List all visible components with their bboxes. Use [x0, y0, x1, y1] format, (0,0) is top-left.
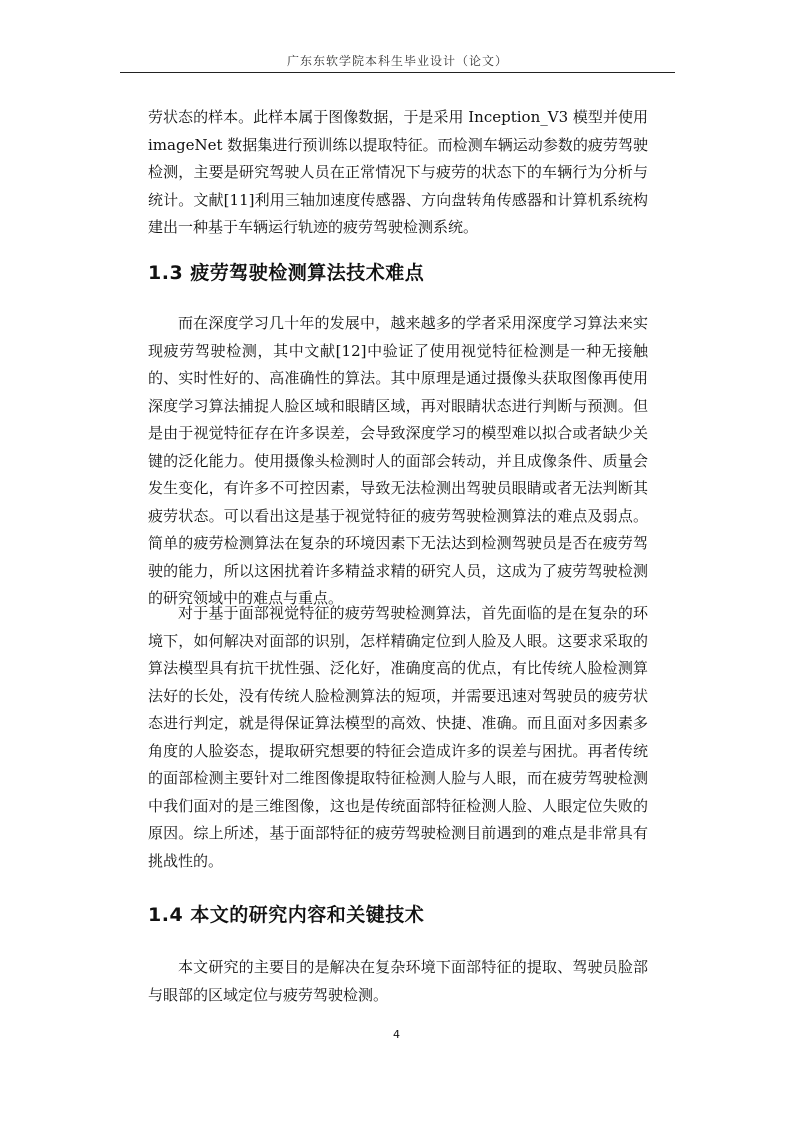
section-heading-1-4: 1.4 本文的研究内容和关键技术 [148, 904, 425, 926]
page-number: 4 [393, 1028, 400, 1041]
paragraph-research-goal: 本文研究的主要目的是解决在复杂环境下面部特征的提取、驾驶员脸部与眼部的区域定位与疲劳驾驶检测。 [148, 958, 648, 1004]
paragraph-intro-continuation: 劳状态的样本。此样本属于图像数据，于是采用 Inception_V3 模型并使用 imageNet 数据集进行预训练以提取特征。而检测车辆运动参数的疲劳驾驶检测，主要是研究驾驶人员在正常情况下与疲劳的状态下的车辆行为分析与统计。文献[11]利用三轴加速度传感器、方向盘转角传感器和计算机系统构建出一种基于车辆运行轨迹的疲劳驾驶检测系统。 [148, 108, 648, 236]
section-heading-1-3: 1.3 疲劳驾驶检测算法技术难点 [148, 262, 425, 284]
paragraph-deep-learning: 而在深度学习几十年的发展中，越来越多的学者采用深度学习算法来实现疲劳驾驶检测，其中文献[12]中验证了使用视觉特征检测是一种无接触的、实时性好的、高准确性的算法。其中原理是通过摄像头获取图像再使用深度学习算法捕捉人脸区域和眼睛区域，再对眼睛状态进行判断与预测。但是由于视觉特征存在许多误差，会导致深度学习的模型难以拟合或者缺少关键的泛化能力。使用摄像头检测时人的面部会转动，并且成像条件、质量会发生变化，有许多不可控因素，导致无法检测出驾驶员眼睛或者无法判断其疲劳状态。可以看出这是基于视觉特征的疲劳驾驶检测算法的难点及弱点。简单的疲劳检测算法在复杂的环境因素下无法达到检测驾驶员是否在疲劳驾驶的能力，所以这困扰着许多精益求精的研究人员，这成为了疲劳驾驶检测的研究领域中的难点与重点。 [148, 314, 648, 607]
header-divider [120, 72, 675, 73]
paragraph-facial-features: 对于基于面部视觉特征的疲劳驾驶检测算法，首先面临的是在复杂的环境下，如何解决对面部的识别，怎样精确定位到人脸及人眼。这要求采取的算法模型具有抗干扰性强、泛化好，准确度高的优点，有比传统人脸检测算法好的长处，没有传统人脸检测算法的短项，并需要迅速对驾驶员的疲劳状态进行判定，就是得保证算法模型的高效、快捷、准确。而且面对多因素多角度的人脸姿态，提取研究想要的特征会造成许多的误差与困扰。再者传统的面部检测主要针对二维图像提取特征检测人脸与人眼，而在疲劳驾驶检测中我们面对的是三维图像，这也是传统面部特征检测人脸、人眼定位失败的原因。综上所述，基于面部特征的疲劳驾驶检测目前遇到的难点是非常具有挑战性的。 [148, 604, 648, 870]
page-header: 广东东软学院本科生毕业设计（论文） [286, 54, 508, 68]
